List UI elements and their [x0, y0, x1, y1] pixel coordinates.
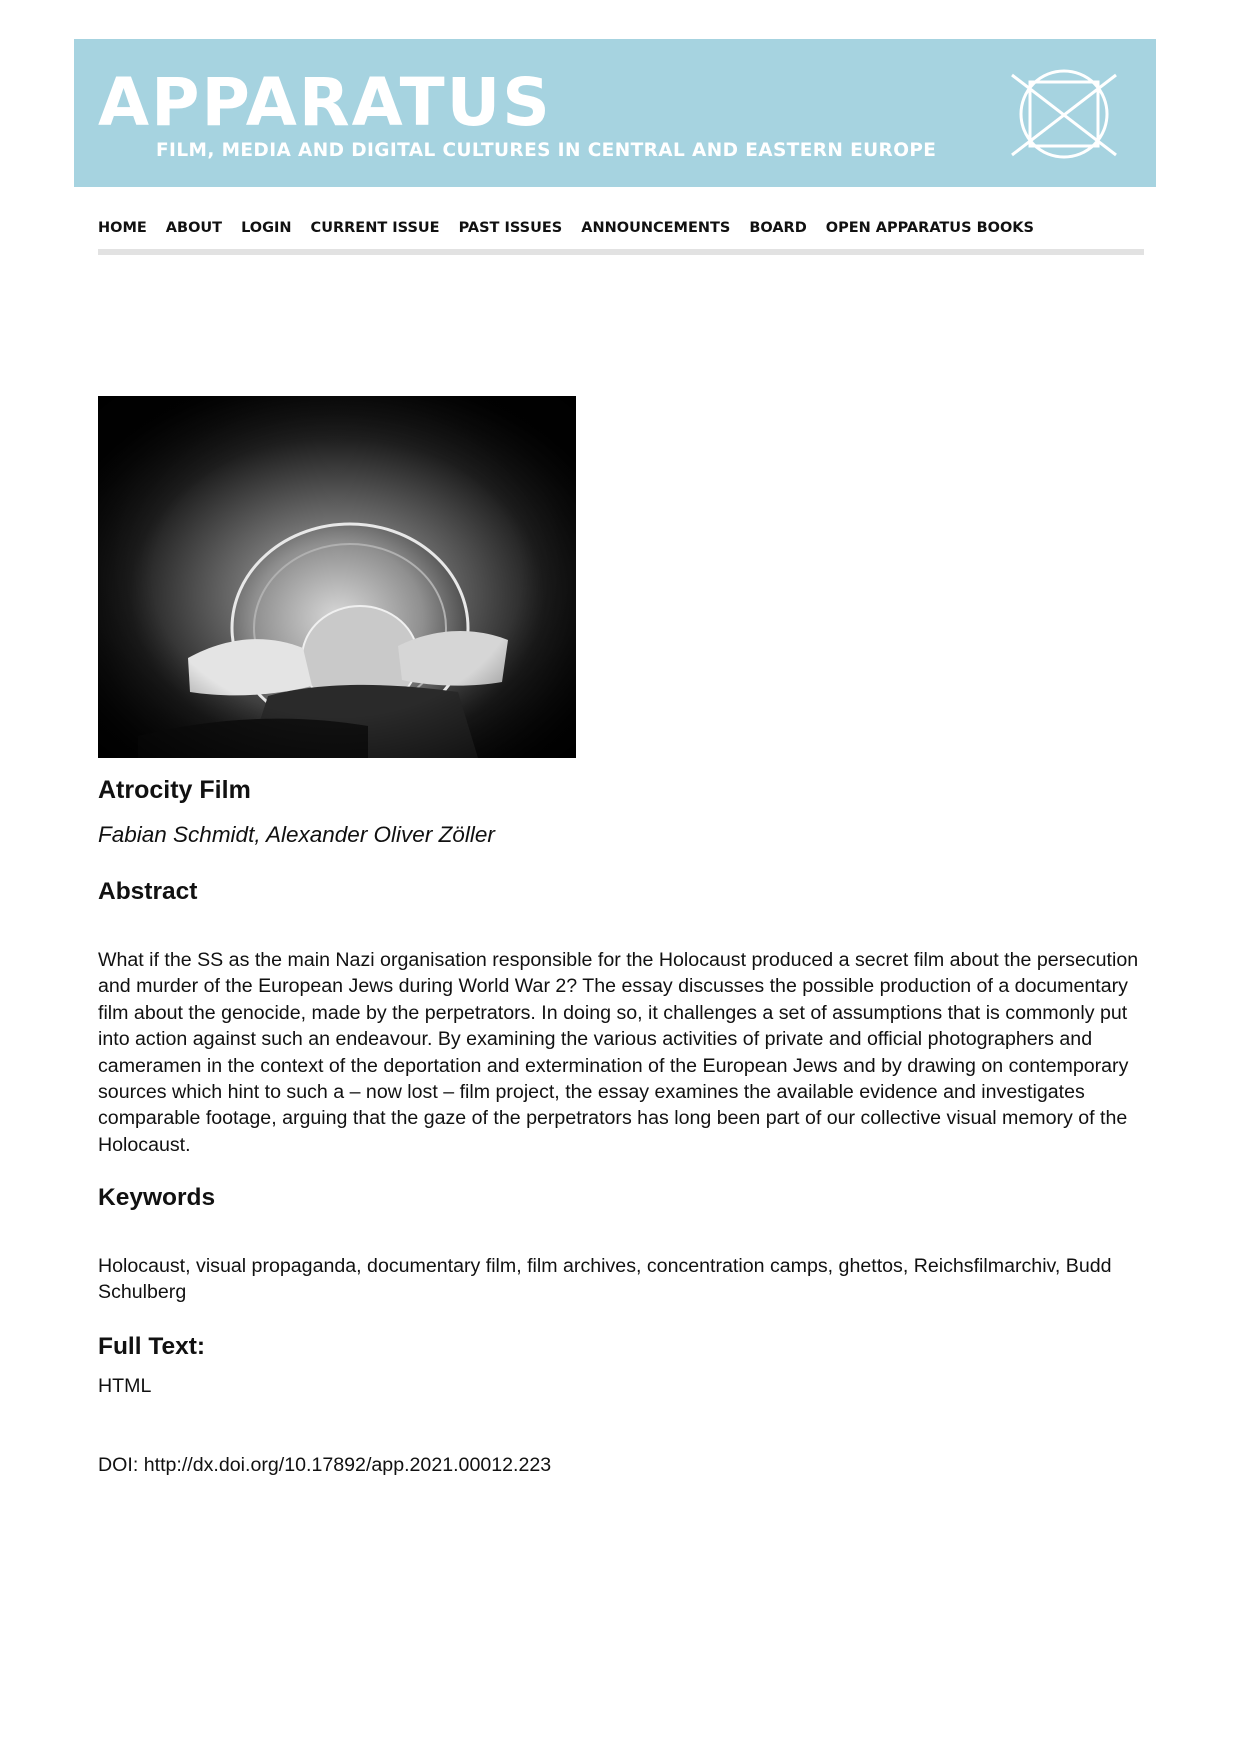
film-reel-photo-icon: [98, 396, 576, 758]
full-text-html-link[interactable]: HTML: [98, 1375, 152, 1397]
nav-item-past-issues[interactable]: PAST ISSUES: [458, 220, 563, 236]
nav-item-about[interactable]: ABOUT: [165, 220, 223, 236]
article-title: Atrocity Film: [98, 776, 251, 804]
abstract-heading: Abstract: [98, 878, 198, 905]
article-authors: Fabian Schmidt, Alexander Oliver Zöller: [98, 822, 495, 847]
doi-text[interactable]: DOI: http://dx.doi.org/10.17892/app.2021.00012.223: [98, 1454, 552, 1476]
nav-item-current-issue[interactable]: CURRENT ISSUE: [310, 220, 440, 236]
site-banner[interactable]: [74, 39, 1156, 187]
nav-item-announcements[interactable]: ANNOUNCEMENTS: [581, 220, 731, 236]
keywords-text: Holocaust, visual propaganda, documentary film, film archives, concentration camps, ghettos, Reichsfilmarchiv, Budd Schulberg: [98, 1255, 1112, 1304]
nav-divider: [98, 249, 1144, 255]
abstract-text: What if the SS as the main Nazi organisation responsible for the Holocaust produced a secret film about the persecution and murder of the European Jews during World War 2? The essay discusses the possible production of a documentary film about the genocide, made by the perpetrators. In doing so, it challenges a set of assumptions that is commonly put into action against such an endeavour. By examining the various activities of private and official photographers and cameramen in the context of the deportation and extermination of the European Jews and by drawing on contemporary sources which hint to such a – now lost – film project, the essay examines the available evidence and investigates comparable footage, arguing that the gaze of the perpetrators has long been part of our collective visual memory of the Holocaust.: [98, 949, 1139, 1156]
nav-item-login[interactable]: LOGIN: [241, 220, 292, 236]
nav-item-open-apparatus-books[interactable]: OPEN APPARATUS BOOKS: [825, 220, 1034, 236]
site-title: APPARATUS: [98, 64, 552, 141]
keywords-heading: Keywords: [98, 1184, 216, 1211]
full-text-heading: Full Text:: [98, 1333, 206, 1360]
article-cover-image: [98, 396, 576, 758]
main-nav: [98, 220, 1034, 236]
site-subtitle: FILM, MEDIA AND DIGITAL CULTURES IN CENTRAL AND EASTERN EUROPE: [156, 140, 937, 161]
nav-item-home[interactable]: HOME: [98, 220, 147, 236]
nav-item-board[interactable]: BOARD: [749, 220, 807, 236]
square-x-circle-logo-icon: [1008, 69, 1120, 159]
